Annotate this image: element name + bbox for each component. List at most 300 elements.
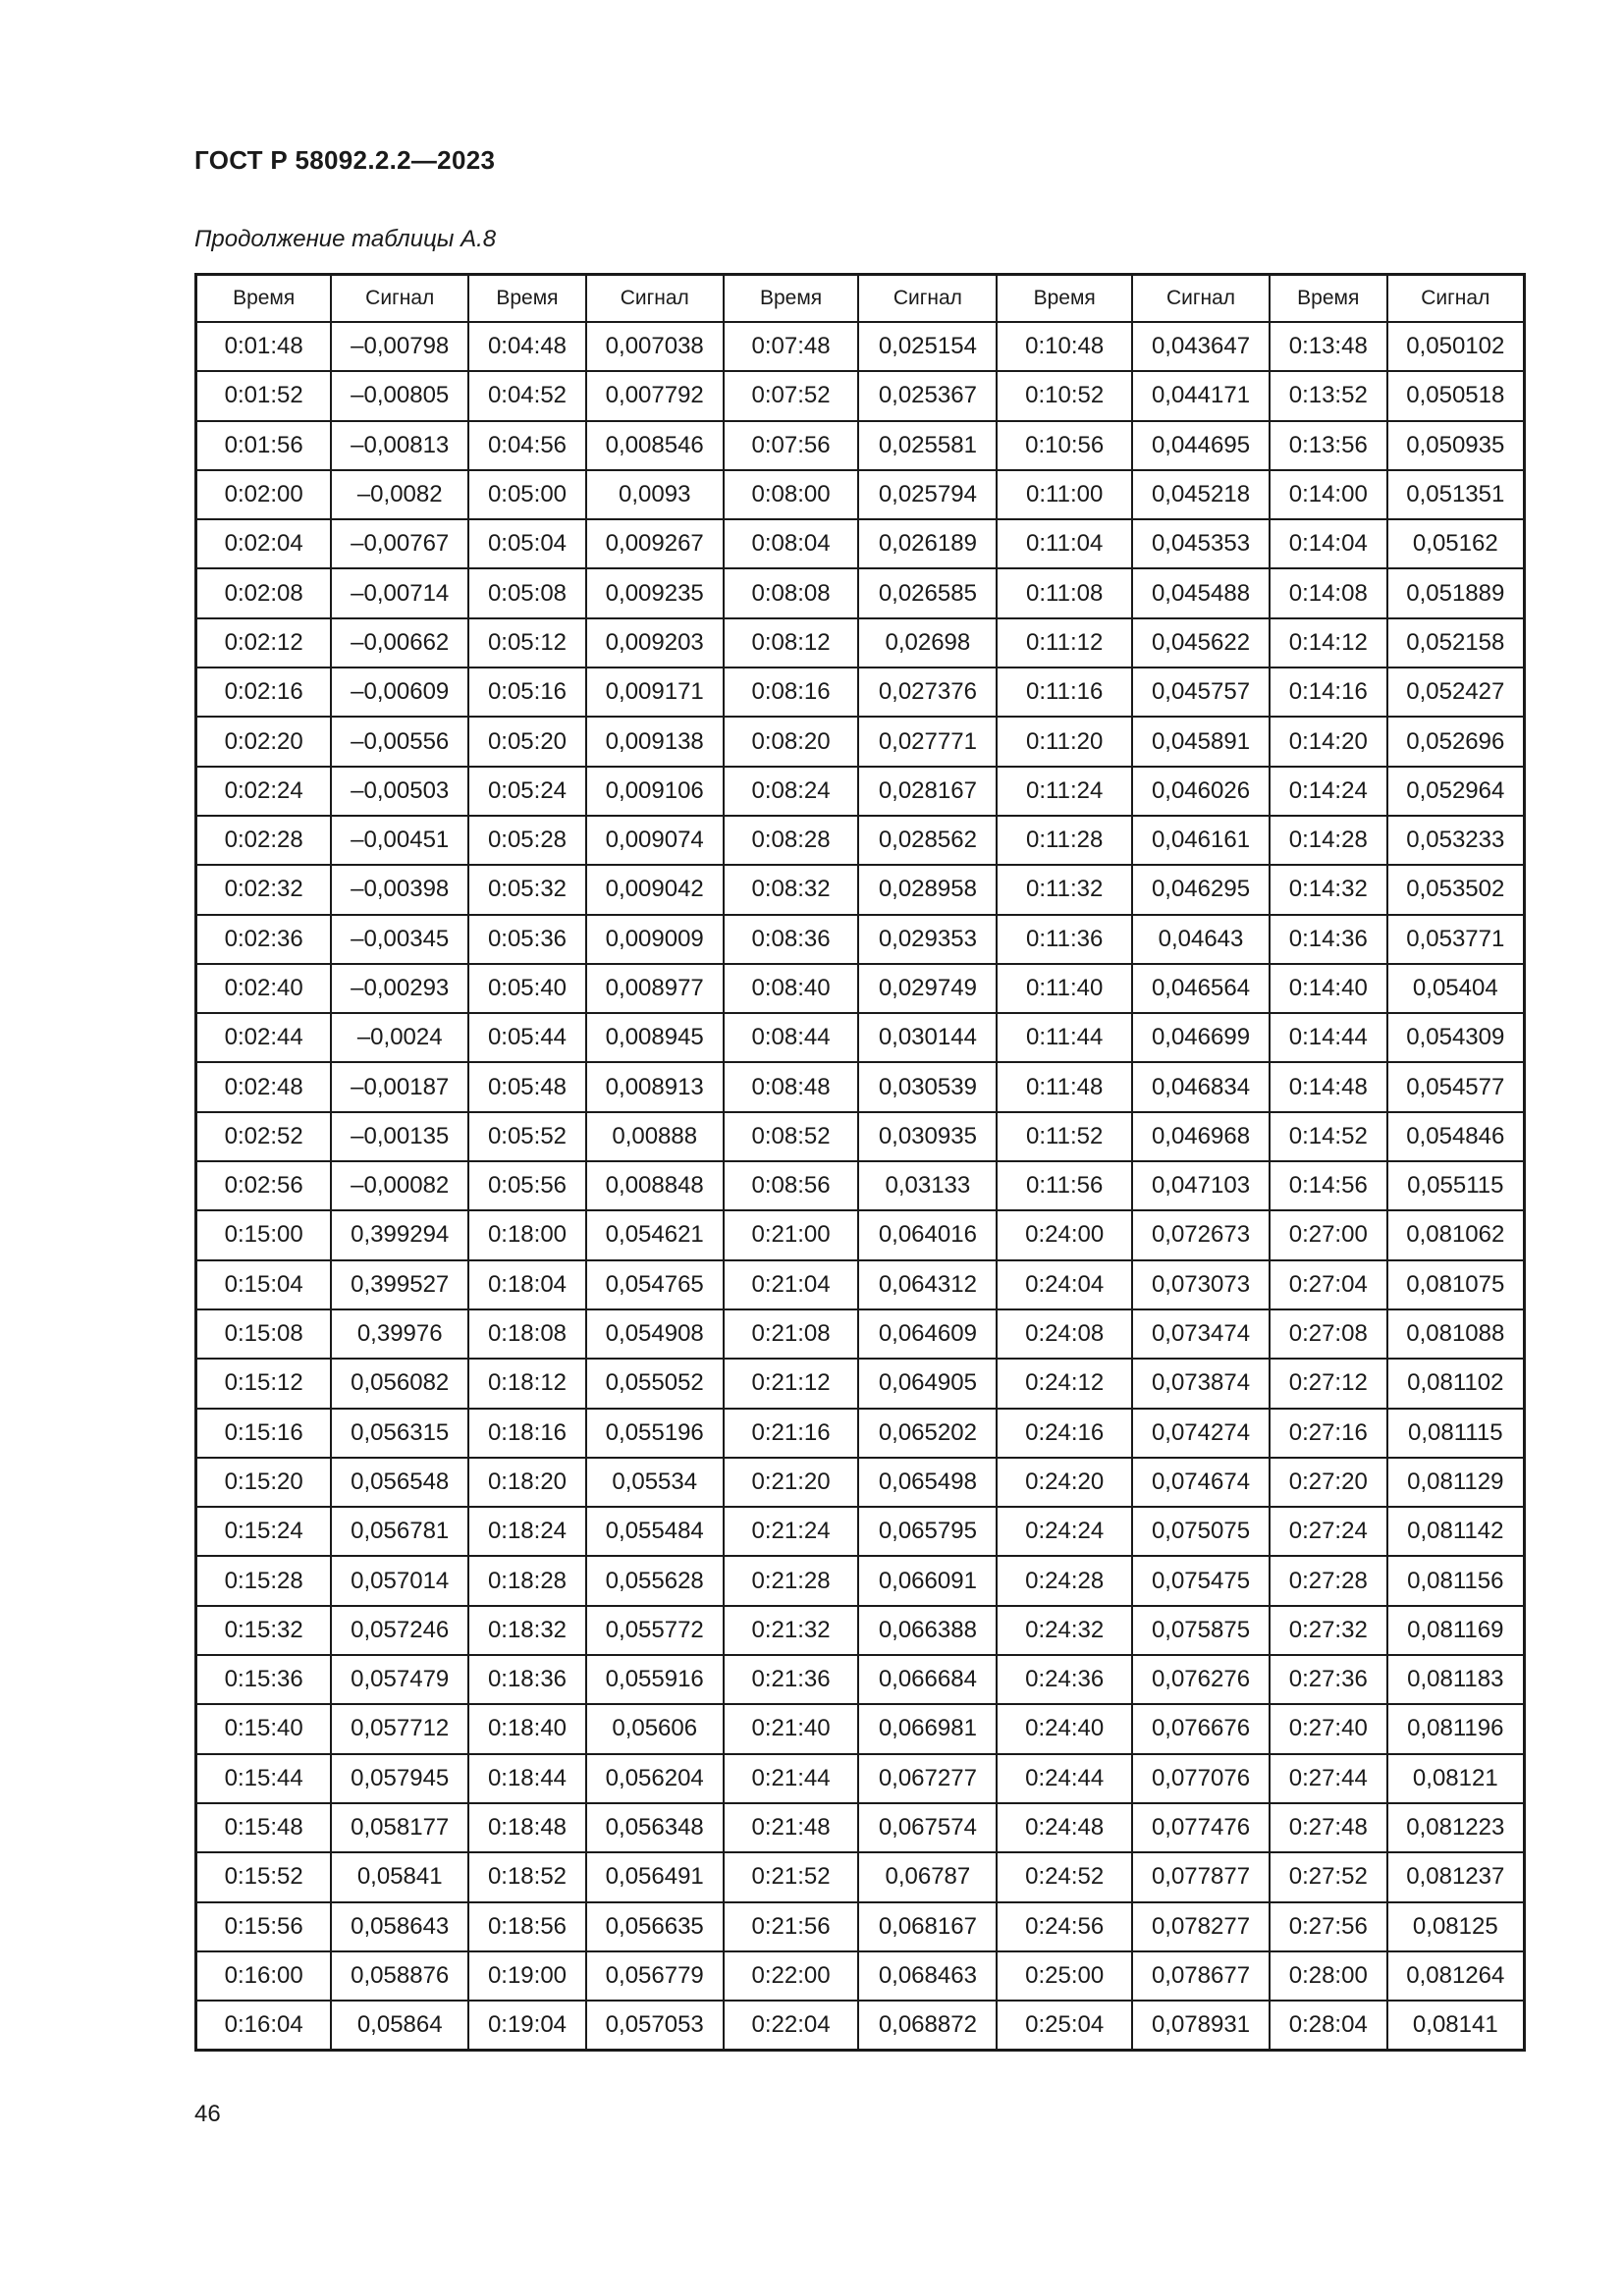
time-cell: 0:15:56 (196, 1902, 332, 1951)
time-cell: 0:05:36 (468, 915, 586, 964)
signal-cell: 0,068167 (858, 1902, 997, 1951)
signal-cell: 0,05162 (1387, 519, 1525, 568)
signal-cell: 0,078277 (1132, 1902, 1270, 1951)
signal-cell: 0,008977 (586, 964, 724, 1013)
time-cell: 0:27:20 (1270, 1458, 1387, 1507)
time-cell: 0:08:56 (724, 1161, 859, 1210)
time-cell: 0:05:40 (468, 964, 586, 1013)
signal-cell: 0,066684 (858, 1655, 997, 1704)
signal-cell: 0,009267 (586, 519, 724, 568)
time-cell: 0:08:48 (724, 1062, 859, 1111)
time-cell: 0:14:36 (1270, 915, 1387, 964)
signal-cell: 0,053771 (1387, 915, 1525, 964)
time-cell: 0:15:04 (196, 1260, 332, 1309)
signal-cell: 0,073073 (1132, 1260, 1270, 1309)
time-cell: 0:05:24 (468, 767, 586, 816)
signal-cell: 0,055772 (586, 1606, 724, 1655)
signal-cell: 0,051889 (1387, 568, 1525, 617)
time-cell: 0:02:32 (196, 865, 332, 914)
time-cell: 0:05:00 (468, 470, 586, 519)
signal-cell: 0,064016 (858, 1210, 997, 1259)
column-header-time: Время (1270, 275, 1387, 323)
signal-cell: 0,058876 (331, 1951, 468, 2001)
signal-cell: 0,056348 (586, 1803, 724, 1852)
time-cell: 0:11:20 (997, 717, 1132, 766)
time-cell: 0:21:40 (724, 1704, 859, 1753)
signal-cell: 0,008546 (586, 421, 724, 470)
table-row (196, 1062, 1525, 1111)
signal-cell: 0,009106 (586, 767, 724, 816)
table-row (196, 1309, 1525, 1359)
table-row (196, 1704, 1525, 1753)
time-cell: 0:11:24 (997, 767, 1132, 816)
signal-cell: 0,053233 (1387, 816, 1525, 865)
signal-cell: 0,064312 (858, 1260, 997, 1309)
signal-cell: 0,065202 (858, 1409, 997, 1458)
time-cell: 0:27:08 (1270, 1309, 1387, 1359)
time-cell: 0:21:20 (724, 1458, 859, 1507)
time-cell: 0:05:56 (468, 1161, 586, 1210)
time-cell: 0:02:12 (196, 618, 332, 667)
table-row (196, 717, 1525, 766)
signal-cell: 0,02698 (858, 618, 997, 667)
signal-cell: –0,00767 (331, 519, 468, 568)
signal-cell: 0,009235 (586, 568, 724, 617)
time-cell: 0:15:16 (196, 1409, 332, 1458)
table-row (196, 568, 1525, 617)
time-cell: 0:18:16 (468, 1409, 586, 1458)
signal-cell: 0,068463 (858, 1951, 997, 2001)
time-cell: 0:21:16 (724, 1409, 859, 1458)
time-cell: 0:08:44 (724, 1013, 859, 1062)
time-cell: 0:02:24 (196, 767, 332, 816)
signal-cell: –0,00805 (331, 371, 468, 420)
time-cell: 0:15:28 (196, 1556, 332, 1605)
time-cell: 0:24:12 (997, 1359, 1132, 1408)
time-cell: 0:21:08 (724, 1309, 859, 1359)
signal-cell: 0,081088 (1387, 1309, 1525, 1359)
time-cell: 0:14:12 (1270, 618, 1387, 667)
time-cell: 0:05:52 (468, 1112, 586, 1161)
signal-cell: 0,026585 (858, 568, 997, 617)
time-cell: 0:27:28 (1270, 1556, 1387, 1605)
table-body (196, 322, 1525, 2051)
table-row (196, 1852, 1525, 1901)
signal-cell: 0,054765 (586, 1260, 724, 1309)
time-cell: 0:10:52 (997, 371, 1132, 420)
signal-cell: 0,058177 (331, 1803, 468, 1852)
time-cell: 0:24:20 (997, 1458, 1132, 1507)
signal-cell: 0,0093 (586, 470, 724, 519)
time-cell: 0:21:04 (724, 1260, 859, 1309)
signal-cell: 0,081075 (1387, 1260, 1525, 1309)
time-cell: 0:15:08 (196, 1309, 332, 1359)
signal-cell: 0,073474 (1132, 1309, 1270, 1359)
signal-cell: 0,081183 (1387, 1655, 1525, 1704)
signal-cell: 0,054908 (586, 1309, 724, 1359)
time-cell: 0:18:44 (468, 1754, 586, 1803)
time-cell: 0:01:56 (196, 421, 332, 470)
signal-cell: 0,066388 (858, 1606, 997, 1655)
table-row (196, 1655, 1525, 1704)
signal-cell: 0,081156 (1387, 1556, 1525, 1605)
signal-cell: 0,046834 (1132, 1062, 1270, 1111)
signal-cell: 0,051351 (1387, 470, 1525, 519)
signal-cell: 0,081142 (1387, 1507, 1525, 1556)
signal-cell: 0,074274 (1132, 1409, 1270, 1458)
time-cell: 0:07:52 (724, 371, 859, 420)
time-cell: 0:02:16 (196, 667, 332, 717)
signal-cell: –0,00293 (331, 964, 468, 1013)
time-cell: 0:24:36 (997, 1655, 1132, 1704)
time-cell: 0:27:04 (1270, 1260, 1387, 1309)
time-cell: 0:15:00 (196, 1210, 332, 1259)
signal-cell: 0,056315 (331, 1409, 468, 1458)
time-cell: 0:18:04 (468, 1260, 586, 1309)
time-cell: 0:24:00 (997, 1210, 1132, 1259)
signal-cell: 0,057712 (331, 1704, 468, 1753)
time-cell: 0:27:32 (1270, 1606, 1387, 1655)
time-cell: 0:08:40 (724, 964, 859, 1013)
signal-cell: 0,081264 (1387, 1951, 1525, 2001)
time-cell: 0:18:12 (468, 1359, 586, 1408)
time-cell: 0:25:04 (997, 2001, 1132, 2051)
time-cell: 0:04:48 (468, 322, 586, 371)
time-cell: 0:28:00 (1270, 1951, 1387, 2001)
signal-cell: 0,055052 (586, 1359, 724, 1408)
time-cell: 0:18:36 (468, 1655, 586, 1704)
signal-cell: 0,030144 (858, 1013, 997, 1062)
signal-cell: 0,009042 (586, 865, 724, 914)
column-header-signal: Сигнал (858, 275, 997, 323)
signal-cell: 0,04643 (1132, 915, 1270, 964)
time-cell: 0:01:52 (196, 371, 332, 420)
time-cell: 0:11:36 (997, 915, 1132, 964)
time-cell: 0:10:48 (997, 322, 1132, 371)
signal-cell: 0,065795 (858, 1507, 997, 1556)
time-cell: 0:14:00 (1270, 470, 1387, 519)
signal-cell: 0,046295 (1132, 865, 1270, 914)
time-cell: 0:14:56 (1270, 1161, 1387, 1210)
signal-cell: 0,055115 (1387, 1161, 1525, 1210)
time-cell: 0:02:44 (196, 1013, 332, 1062)
time-cell: 0:14:20 (1270, 717, 1387, 766)
time-cell: 0:14:40 (1270, 964, 1387, 1013)
signal-cell: 0,027771 (858, 717, 997, 766)
signal-cell: 0,025367 (858, 371, 997, 420)
time-cell: 0:11:44 (997, 1013, 1132, 1062)
signal-cell: 0,045488 (1132, 568, 1270, 617)
time-cell: 0:18:00 (468, 1210, 586, 1259)
time-cell: 0:07:48 (724, 322, 859, 371)
time-cell: 0:24:44 (997, 1754, 1132, 1803)
signal-cell: 0,05534 (586, 1458, 724, 1507)
time-cell: 0:08:24 (724, 767, 859, 816)
time-cell: 0:02:08 (196, 568, 332, 617)
time-cell: 0:02:40 (196, 964, 332, 1013)
time-cell: 0:16:00 (196, 1951, 332, 2001)
time-cell: 0:11:04 (997, 519, 1132, 568)
signal-cell: 0,054309 (1387, 1013, 1525, 1062)
time-cell: 0:08:20 (724, 717, 859, 766)
signal-cell: –0,00609 (331, 667, 468, 717)
signal-cell: 0,081237 (1387, 1852, 1525, 1901)
time-cell: 0:08:32 (724, 865, 859, 914)
time-cell: 0:27:48 (1270, 1803, 1387, 1852)
signal-cell: 0,046161 (1132, 816, 1270, 865)
time-cell: 0:27:52 (1270, 1852, 1387, 1901)
time-cell: 0:11:28 (997, 816, 1132, 865)
signal-cell: –0,00662 (331, 618, 468, 667)
signal-cell: 0,008945 (586, 1013, 724, 1062)
time-cell: 0:24:24 (997, 1507, 1132, 1556)
signal-cell: 0,056781 (331, 1507, 468, 1556)
time-cell: 0:28:04 (1270, 2001, 1387, 2051)
table-row (196, 2001, 1525, 2051)
signal-cell: 0,06787 (858, 1852, 997, 1901)
time-cell: 0:11:00 (997, 470, 1132, 519)
time-cell: 0:14:04 (1270, 519, 1387, 568)
signal-cell: 0,39976 (331, 1309, 468, 1359)
column-header-time: Время (724, 275, 859, 323)
time-cell: 0:18:20 (468, 1458, 586, 1507)
signal-cell: –0,00556 (331, 717, 468, 766)
table-row (196, 1556, 1525, 1605)
signal-cell: 0,009074 (586, 816, 724, 865)
time-cell: 0:24:56 (997, 1902, 1132, 1951)
table-row (196, 421, 1525, 470)
signal-cell: 0,009171 (586, 667, 724, 717)
time-cell: 0:05:44 (468, 1013, 586, 1062)
signal-cell: –0,00451 (331, 816, 468, 865)
signal-cell: –0,0082 (331, 470, 468, 519)
signal-cell: 0,045218 (1132, 470, 1270, 519)
time-cell: 0:25:00 (997, 1951, 1132, 2001)
time-cell: 0:15:20 (196, 1458, 332, 1507)
signal-cell: 0,057053 (586, 2001, 724, 2051)
signal-cell: –0,00503 (331, 767, 468, 816)
table-row (196, 1260, 1525, 1309)
signal-cell: –0,00082 (331, 1161, 468, 1210)
time-cell: 0:14:44 (1270, 1013, 1387, 1062)
time-cell: 0:18:48 (468, 1803, 586, 1852)
table-caption: Продолжение таблицы А.8 (194, 226, 497, 252)
table-row (196, 1951, 1525, 2001)
table-row (196, 1013, 1525, 1062)
signal-cell: 0,050935 (1387, 421, 1525, 470)
time-cell: 0:08:04 (724, 519, 859, 568)
time-cell: 0:18:52 (468, 1852, 586, 1901)
signal-cell: 0,028958 (858, 865, 997, 914)
signal-cell: 0,056635 (586, 1902, 724, 1951)
column-header-signal: Сигнал (1132, 275, 1270, 323)
signal-cell: –0,00813 (331, 421, 468, 470)
signal-cell: 0,05404 (1387, 964, 1525, 1013)
signal-cell: 0,058643 (331, 1902, 468, 1951)
time-cell: 0:15:24 (196, 1507, 332, 1556)
signal-cell: 0,00888 (586, 1112, 724, 1161)
signal-cell: 0,08121 (1387, 1754, 1525, 1803)
table-row (196, 1507, 1525, 1556)
signal-cell: –0,00398 (331, 865, 468, 914)
signal-cell: 0,046699 (1132, 1013, 1270, 1062)
signal-cell: 0,056491 (586, 1852, 724, 1901)
time-cell: 0:02:20 (196, 717, 332, 766)
table-row (196, 1112, 1525, 1161)
signal-cell: 0,052696 (1387, 717, 1525, 766)
signal-cell: 0,081062 (1387, 1210, 1525, 1259)
signal-cell: 0,081196 (1387, 1704, 1525, 1753)
table-row (196, 816, 1525, 865)
table-row (196, 1161, 1525, 1210)
time-cell: 0:11:12 (997, 618, 1132, 667)
time-cell: 0:14:52 (1270, 1112, 1387, 1161)
table-row (196, 767, 1525, 816)
column-header-signal: Сигнал (331, 275, 468, 323)
time-cell: 0:11:52 (997, 1112, 1132, 1161)
signal-cell: 0,081223 (1387, 1803, 1525, 1852)
signal-cell: 0,067277 (858, 1754, 997, 1803)
signal-cell: 0,054846 (1387, 1112, 1525, 1161)
time-cell: 0:05:04 (468, 519, 586, 568)
time-cell: 0:15:44 (196, 1754, 332, 1803)
signal-cell: 0,008913 (586, 1062, 724, 1111)
time-cell: 0:24:40 (997, 1704, 1132, 1753)
signal-cell: 0,028562 (858, 816, 997, 865)
signal-cell: –0,00345 (331, 915, 468, 964)
signal-cell: 0,050518 (1387, 371, 1525, 420)
time-cell: 0:27:36 (1270, 1655, 1387, 1704)
time-cell: 0:02:36 (196, 915, 332, 964)
time-cell: 0:18:40 (468, 1704, 586, 1753)
signal-cell: 0,047103 (1132, 1161, 1270, 1210)
document-header: ГОСТ Р 58092.2.2—2023 (194, 145, 496, 175)
time-cell: 0:08:36 (724, 915, 859, 964)
time-cell: 0:21:32 (724, 1606, 859, 1655)
time-cell: 0:18:56 (468, 1902, 586, 1951)
signal-cell: 0,064609 (858, 1309, 997, 1359)
signal-cell: 0,078931 (1132, 2001, 1270, 2051)
time-cell: 0:13:48 (1270, 322, 1387, 371)
header-row (196, 275, 1525, 323)
signal-cell: 0,045891 (1132, 717, 1270, 766)
time-cell: 0:02:52 (196, 1112, 332, 1161)
signal-cell: 0,046026 (1132, 767, 1270, 816)
signal-cell: 0,064905 (858, 1359, 997, 1408)
table-row (196, 1359, 1525, 1408)
time-cell: 0:21:28 (724, 1556, 859, 1605)
time-cell: 0:01:48 (196, 322, 332, 371)
signal-cell: 0,076676 (1132, 1704, 1270, 1753)
table-row (196, 1606, 1525, 1655)
signal-cell: 0,056779 (586, 1951, 724, 2001)
signal-cell: 0,03133 (858, 1161, 997, 1210)
time-cell: 0:24:16 (997, 1409, 1132, 1458)
time-cell: 0:14:08 (1270, 568, 1387, 617)
signal-cell: 0,025154 (858, 322, 997, 371)
time-cell: 0:18:24 (468, 1507, 586, 1556)
signal-cell: 0,043647 (1132, 322, 1270, 371)
signal-cell: 0,008848 (586, 1161, 724, 1210)
signal-cell: 0,067574 (858, 1803, 997, 1852)
time-cell: 0:24:48 (997, 1803, 1132, 1852)
time-cell: 0:05:08 (468, 568, 586, 617)
signal-cell: 0,052427 (1387, 667, 1525, 717)
time-cell: 0:13:52 (1270, 371, 1387, 420)
signal-cell: 0,056204 (586, 1754, 724, 1803)
time-cell: 0:27:24 (1270, 1507, 1387, 1556)
time-cell: 0:22:00 (724, 1951, 859, 2001)
time-cell: 0:08:08 (724, 568, 859, 617)
signal-cell: 0,007038 (586, 322, 724, 371)
signal-cell: 0,399294 (331, 1210, 468, 1259)
time-cell: 0:04:56 (468, 421, 586, 470)
time-cell: 0:27:44 (1270, 1754, 1387, 1803)
signal-cell: 0,027376 (858, 667, 997, 717)
signal-cell: 0,026189 (858, 519, 997, 568)
time-cell: 0:15:40 (196, 1704, 332, 1753)
signal-cell: 0,025581 (858, 421, 997, 470)
signal-cell: 0,046968 (1132, 1112, 1270, 1161)
time-cell: 0:27:56 (1270, 1902, 1387, 1951)
signal-cell: 0,057014 (331, 1556, 468, 1605)
signal-cell: 0,052964 (1387, 767, 1525, 816)
table-row (196, 865, 1525, 914)
signal-cell: 0,054577 (1387, 1062, 1525, 1111)
signal-cell: –0,00187 (331, 1062, 468, 1111)
signal-cell: 0,054621 (586, 1210, 724, 1259)
signal-cell: 0,030935 (858, 1112, 997, 1161)
signal-cell: 0,029353 (858, 915, 997, 964)
signal-cell: 0,05841 (331, 1852, 468, 1901)
table-row (196, 1902, 1525, 1951)
column-header-signal: Сигнал (1387, 275, 1525, 323)
time-cell: 0:21:00 (724, 1210, 859, 1259)
table-row (196, 618, 1525, 667)
signal-cell: 0,029749 (858, 964, 997, 1013)
signal-cell: 0,076276 (1132, 1655, 1270, 1704)
signal-cell: 0,007792 (586, 371, 724, 420)
time-cell: 0:24:52 (997, 1852, 1132, 1901)
signal-cell: 0,077877 (1132, 1852, 1270, 1901)
table-row (196, 1803, 1525, 1852)
signal-cell: 0,025794 (858, 470, 997, 519)
signal-cell: 0,053502 (1387, 865, 1525, 914)
signal-cell: 0,075075 (1132, 1507, 1270, 1556)
signal-cell: 0,052158 (1387, 618, 1525, 667)
time-cell: 0:14:16 (1270, 667, 1387, 717)
signal-cell: 0,05864 (331, 2001, 468, 2051)
signal-cell: 0,078677 (1132, 1951, 1270, 2001)
table-row (196, 667, 1525, 717)
time-cell: 0:02:56 (196, 1161, 332, 1210)
time-cell: 0:05:48 (468, 1062, 586, 1111)
time-cell: 0:27:16 (1270, 1409, 1387, 1458)
signal-cell: 0,072673 (1132, 1210, 1270, 1259)
time-cell: 0:15:52 (196, 1852, 332, 1901)
time-cell: 0:02:04 (196, 519, 332, 568)
time-cell: 0:27:40 (1270, 1704, 1387, 1753)
table-row (196, 964, 1525, 1013)
column-header-time: Время (196, 275, 332, 323)
time-cell: 0:21:48 (724, 1803, 859, 1852)
time-cell: 0:11:56 (997, 1161, 1132, 1210)
time-cell: 0:15:32 (196, 1606, 332, 1655)
time-cell: 0:11:32 (997, 865, 1132, 914)
signal-cell: 0,081102 (1387, 1359, 1525, 1408)
table-header (196, 275, 1525, 323)
time-cell: 0:22:04 (724, 2001, 859, 2051)
